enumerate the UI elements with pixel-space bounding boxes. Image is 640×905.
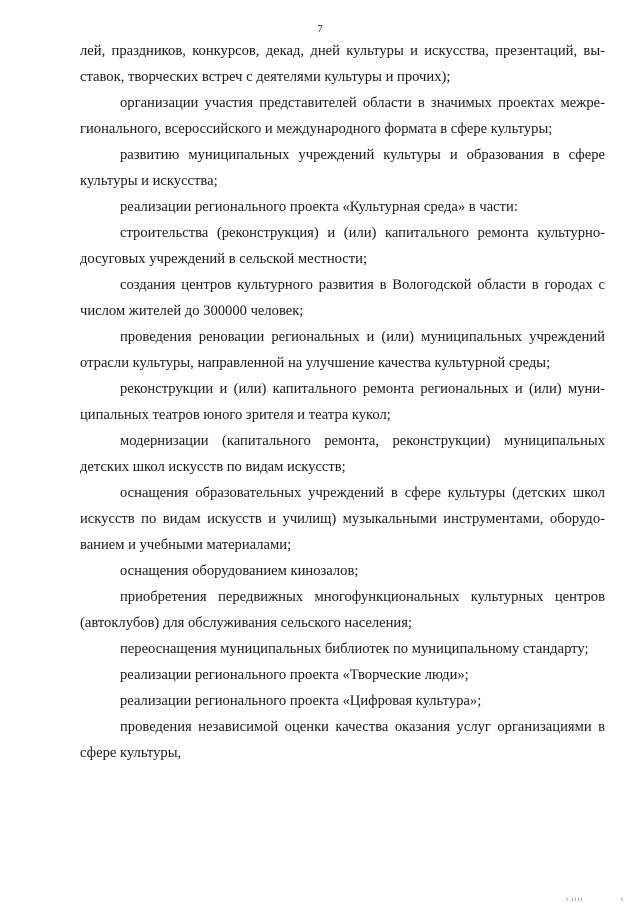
text-line: создания центров культурного развития в Вологодской области в городах с: [120, 277, 605, 293]
page-number: 7: [317, 23, 323, 35]
text-line: реализации регионального проекта «Творческие люди»;: [120, 667, 469, 683]
text-line: модернизации (капитального ремонта, реконструкции) муниципальных: [120, 433, 605, 449]
text-line: реализации регионального проекта «Культурная среда» в части:: [120, 199, 518, 215]
text-line: развитию муниципальных учреждений культуры и образования в сфере: [120, 147, 605, 163]
text-line: реализации регионального проекта «Цифровая культура»;: [120, 693, 482, 709]
text-line: реконструкции и (или) капитального ремонта региональных и (или) муни-: [120, 381, 605, 397]
text-line: проведения независимой оценки качества оказания услуг организациями в: [120, 719, 605, 735]
text-line: искусств по видам искусств и училищ) музыкальными инструментами, оборудо-: [80, 511, 605, 527]
text-line: культуры и искусства;: [80, 173, 218, 189]
text-line: отрасли культуры, направленной на улучшение качества культурной среды;: [80, 355, 551, 371]
scan-artifact-mark-edge: ı: [621, 895, 624, 903]
text-line: (автоклубов) для обслуживания сельского населения;: [80, 615, 412, 631]
text-line: ципальных театров юного зрителя и театра кукол;: [80, 407, 391, 423]
text-line: детских школ искусств по видам искусств;: [80, 459, 346, 475]
text-line: ставок, творческих встреч с деятелями культуры и прочих);: [80, 69, 451, 85]
text-line: лей, праздников, конкурсов, декад, дней культуры и искусства, презентаций, вы-: [80, 43, 605, 59]
text-line: строительства (реконструкция) и (или) капитального ремонта культурно-: [120, 225, 605, 241]
text-line: оснащения образовательных учреждений в сфере культуры (детских школ: [120, 485, 605, 501]
text-line: оснащения оборудованием кинозалов;: [120, 563, 359, 579]
text-line: досуговых учреждений в сельской местности;: [80, 251, 368, 267]
text-line: переоснащения муниципальных библиотек по муниципальному стандарту;: [120, 641, 589, 657]
text-line: сфере культуры,: [80, 745, 182, 761]
text-line: проведения реновации региональных и (или) муниципальных учреждений: [120, 329, 605, 345]
text-line: организации участия представителей области в значимых проектах межре-: [120, 95, 605, 111]
document-body: [80, 38, 605, 766]
text-line: гионального, всероссийского и международного формата в сфере культуры;: [80, 121, 553, 137]
scan-artifact-mark: ı ıııı: [566, 895, 584, 903]
text-line: числом жителей до 300000 человек;: [80, 303, 304, 319]
text-line: приобретения передвижных многофункциональных культурных центров: [120, 589, 605, 605]
text-line: ванием и учебными материалами;: [80, 537, 292, 553]
